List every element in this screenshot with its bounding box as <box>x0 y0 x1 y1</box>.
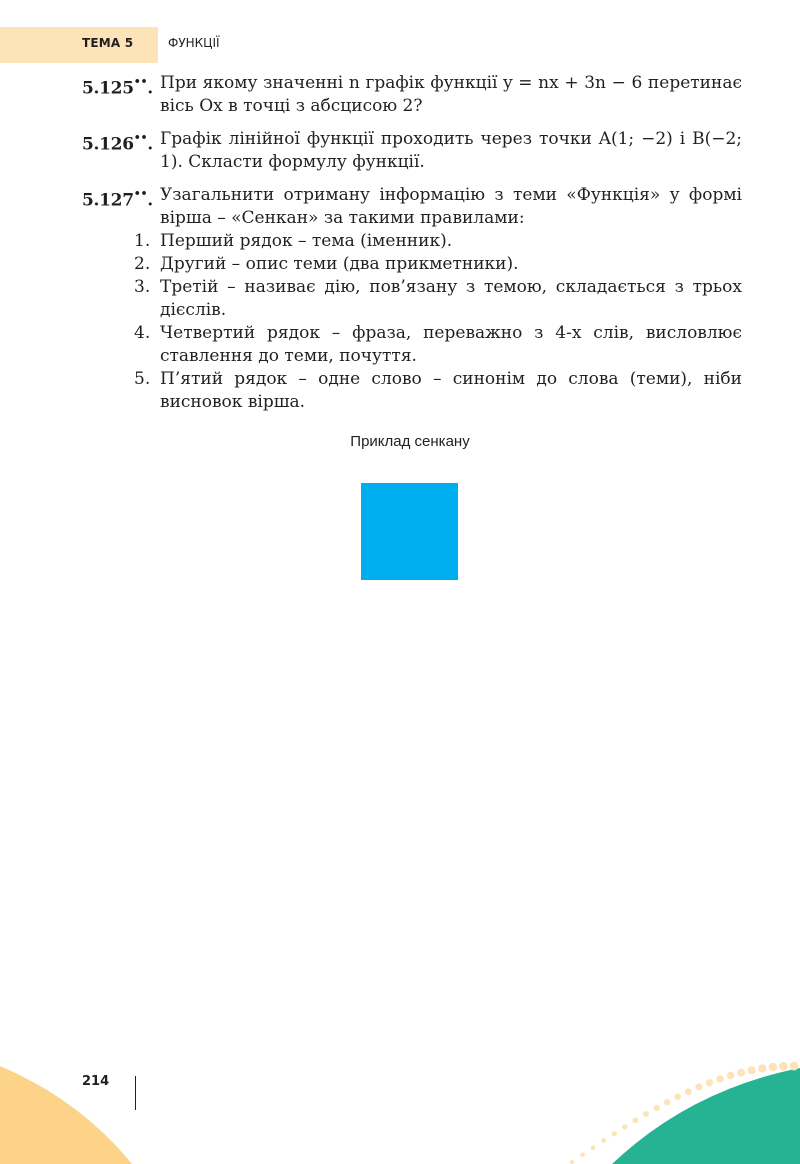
decor-dot <box>580 1153 585 1158</box>
exercise-text: Узагальнити отриману інформацію з теми «Функція» у формі вірша – «Сенкан» за такими правилами: <box>160 185 742 228</box>
topic-label: ТЕМА 5 <box>82 36 134 50</box>
decor-dot <box>758 1064 766 1072</box>
list-item: 2. Другий – опис теми (два прикметники). <box>134 254 519 274</box>
decor-dot <box>706 1079 713 1086</box>
decor-dot <box>622 1124 627 1129</box>
decor-dot <box>664 1099 670 1105</box>
decor-dot <box>790 1062 799 1071</box>
decor-dot <box>633 1117 639 1123</box>
decor-dot <box>748 1066 756 1074</box>
exercise-text: При якому значенні n графік функції y = nx + 3n − 6 перетинає вісь Ox в точці з абсцисою 2? <box>160 73 742 116</box>
decor-dot <box>727 1072 735 1080</box>
list-item: 5. П’ятий рядок – одне слово – синонім до слова (теми), ніби висновок вірша. <box>134 369 742 412</box>
exercise-number: 5.126••. <box>82 131 153 155</box>
topic-name: ФУНКЦІЇ <box>168 36 220 50</box>
example-caption: Приклад сенкану <box>350 433 470 450</box>
decor-dot <box>695 1083 702 1090</box>
exercise-number: 5.127••. <box>82 187 153 211</box>
decor-dot <box>654 1105 660 1111</box>
decor-dot <box>612 1131 617 1136</box>
page-number: 214 <box>82 1074 110 1089</box>
list-item: 4. Четвертий рядок – фраза, переважно з 4-х слів, висловлює ставлення до теми, почуття. <box>134 323 742 366</box>
list-item: 1. Перший рядок – тема (іменник). <box>134 231 453 251</box>
decor-dot <box>779 1062 788 1071</box>
decor-dot <box>685 1088 692 1095</box>
decor-dot <box>591 1145 596 1150</box>
decor-dot <box>716 1075 723 1082</box>
corner-shape-left <box>0 1066 132 1164</box>
decor-dot <box>643 1111 649 1117</box>
exercise-text: Графік лінійної функції проходить через точки A(1; −2) і B(−2; 1). Скласти формулу функції. <box>160 129 742 172</box>
list-item: 3. Третій – називає дію, пов’язану з темою, складається з трьох дієслів. <box>134 277 742 320</box>
decor-dot <box>769 1063 778 1072</box>
decor-dot <box>674 1093 681 1100</box>
decor-dot <box>737 1069 745 1077</box>
decor-dot <box>570 1160 574 1164</box>
decor-dot <box>601 1138 606 1143</box>
exercise-number: 5.125••. <box>82 75 153 99</box>
